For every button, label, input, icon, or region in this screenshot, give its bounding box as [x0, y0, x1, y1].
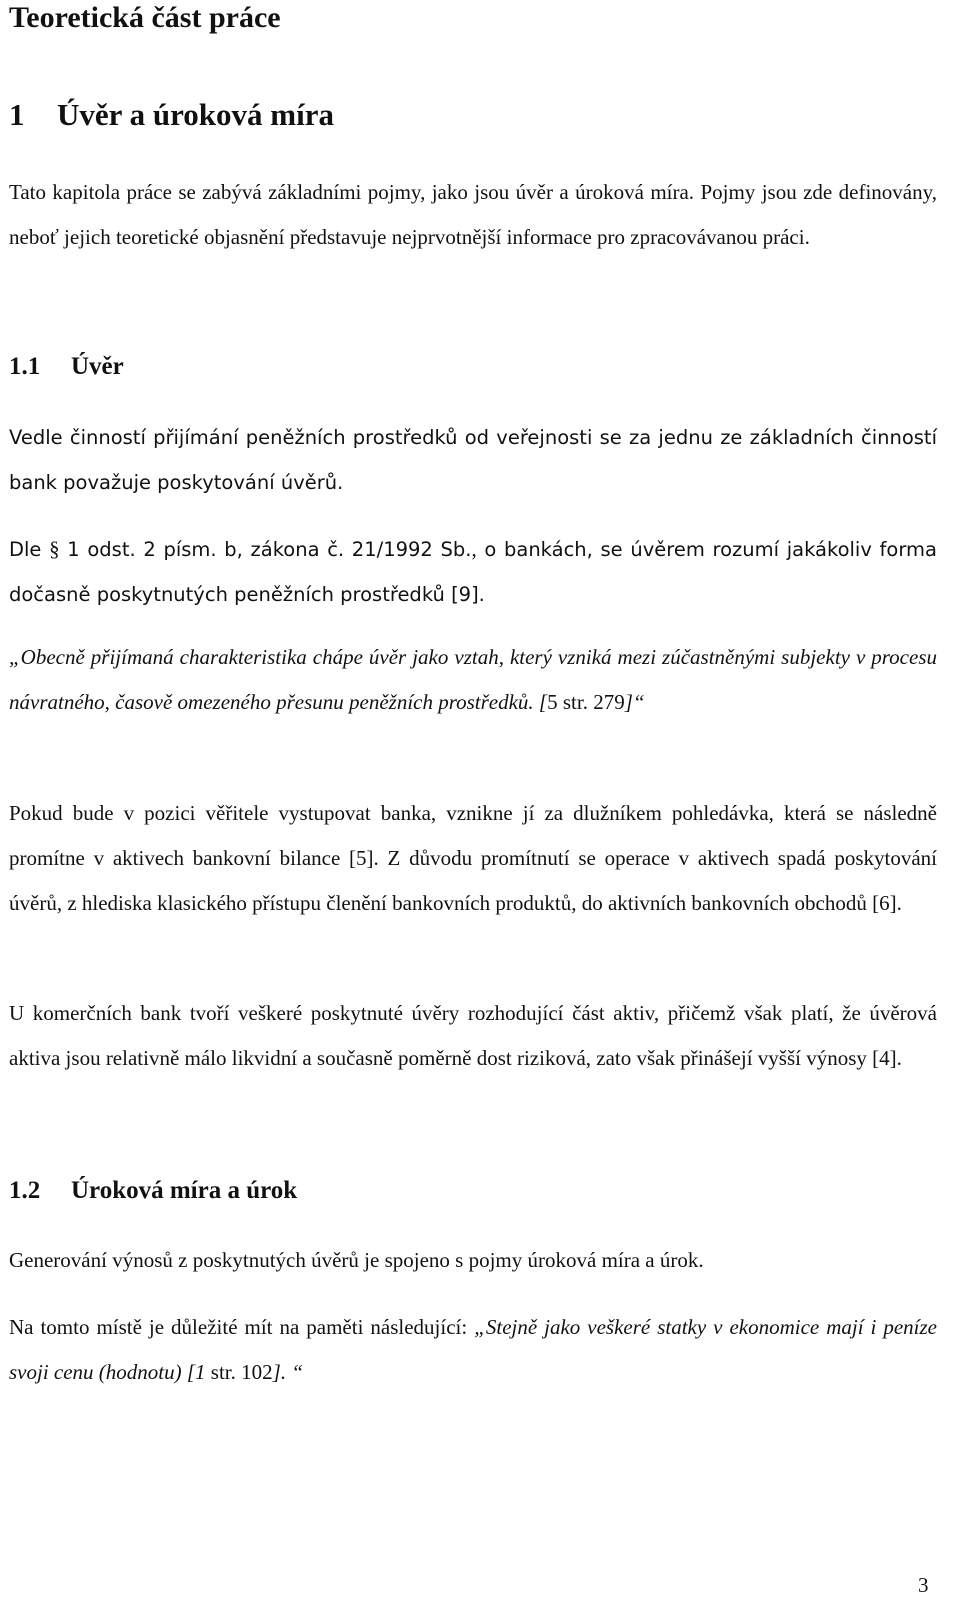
paragraph-mark: § — [49, 537, 60, 561]
quote-text: „Stejně jako veškeré statky v ekonomice mají i peníze svoji cenu (hodnotu) [1 — [9, 1315, 938, 1384]
section-1-1-paragraph-2 — [9, 527, 937, 617]
section-title: Úvěr — [71, 353, 124, 380]
paragraph-text: o bankách, se úvěrem rozumí jakákoliv forma dočasně poskytnutých peněžních prostředků [9]. — [9, 538, 937, 606]
paragraph-text: Dle — [9, 538, 50, 561]
definition-quote — [9, 635, 937, 725]
section-number: 1.1 — [9, 353, 41, 380]
section-heading-1-2 — [9, 1175, 297, 1207]
intro-paragraph: Tato kapitola práce se zabývá základními pojmy, jako jsou úvěr a úroková míra. Pojmy jsou zde definovány, neboť jejich teoretické objasnění představuje nejprvotnější informace pro zpracovávanou práci. — [9, 180, 937, 249]
quote-citation: str. 102 — [210, 1360, 273, 1384]
page-number: 3 — [918, 1573, 929, 1597]
chapter-title: Úvěr a úroková míra — [57, 97, 334, 132]
chapter-number: 1 — [9, 97, 25, 132]
section-number: 1.2 — [9, 1177, 41, 1204]
section-1-2-paragraph-1: Generování výnosů z poskytnutých úvěrů je spojeno s pojmy úroková míra a úrok. — [9, 1248, 704, 1272]
part-title: Teoretická část práce — [9, 1, 281, 34]
paragraph-text: 1 odst. 2 písm. b, zákona č. 21/1992 Sb. — [59, 538, 472, 561]
section-1-1-paragraph-3: Pokud bude v pozici věřitele vystupovat banka, vznikne jí za dlužníkem pohledávka, která se následně promítne v aktivech bankovní bilance [5]. Z důvodu promítnutí se operace v aktivech spadá poskytování úvěrů, z hlediska klasického přístupu členění bankovních produktů, do aktivních bankovních obchodů [6]. — [9, 801, 937, 915]
quote-text: „Obecně přijímaná charakteristika chápe úvěr jako vztah, který vzniká mezi zúčastněnými subjekty v procesu návratného, časově omezeného přesunu peněžních prostředků. [ — [9, 645, 937, 714]
section-title: Úroková míra a úrok — [71, 1177, 298, 1204]
paragraph-lead: Na tomto místě je důležité mít na paměti následující: — [9, 1315, 475, 1339]
quote-end: ]. “ — [272, 1360, 303, 1384]
quote-citation: 5 str. 279 — [547, 690, 625, 714]
section-1-2-paragraph-2 — [9, 1305, 937, 1395]
paragraph-text: , — [471, 537, 477, 561]
chapter-heading — [9, 96, 334, 134]
section-heading-1-1 — [9, 351, 124, 383]
quote-end: ]“ — [624, 690, 645, 714]
section-1-1-paragraph-1: Vedle činností přijímání peněžních prostředků od veřejnosti se za jednu ze základních činností bank považuje poskytování úvěrů. — [9, 426, 937, 494]
section-1-1-paragraph-4: U komerčních bank tvoří veškeré poskytnuté úvěry rozhodující část aktiv, přičemž však platí, že úvěrová aktiva jsou relativně málo likvidní a současně poměrně dost riziková, zato však přinášejí vyšší výnosy [4]. — [9, 1001, 937, 1070]
